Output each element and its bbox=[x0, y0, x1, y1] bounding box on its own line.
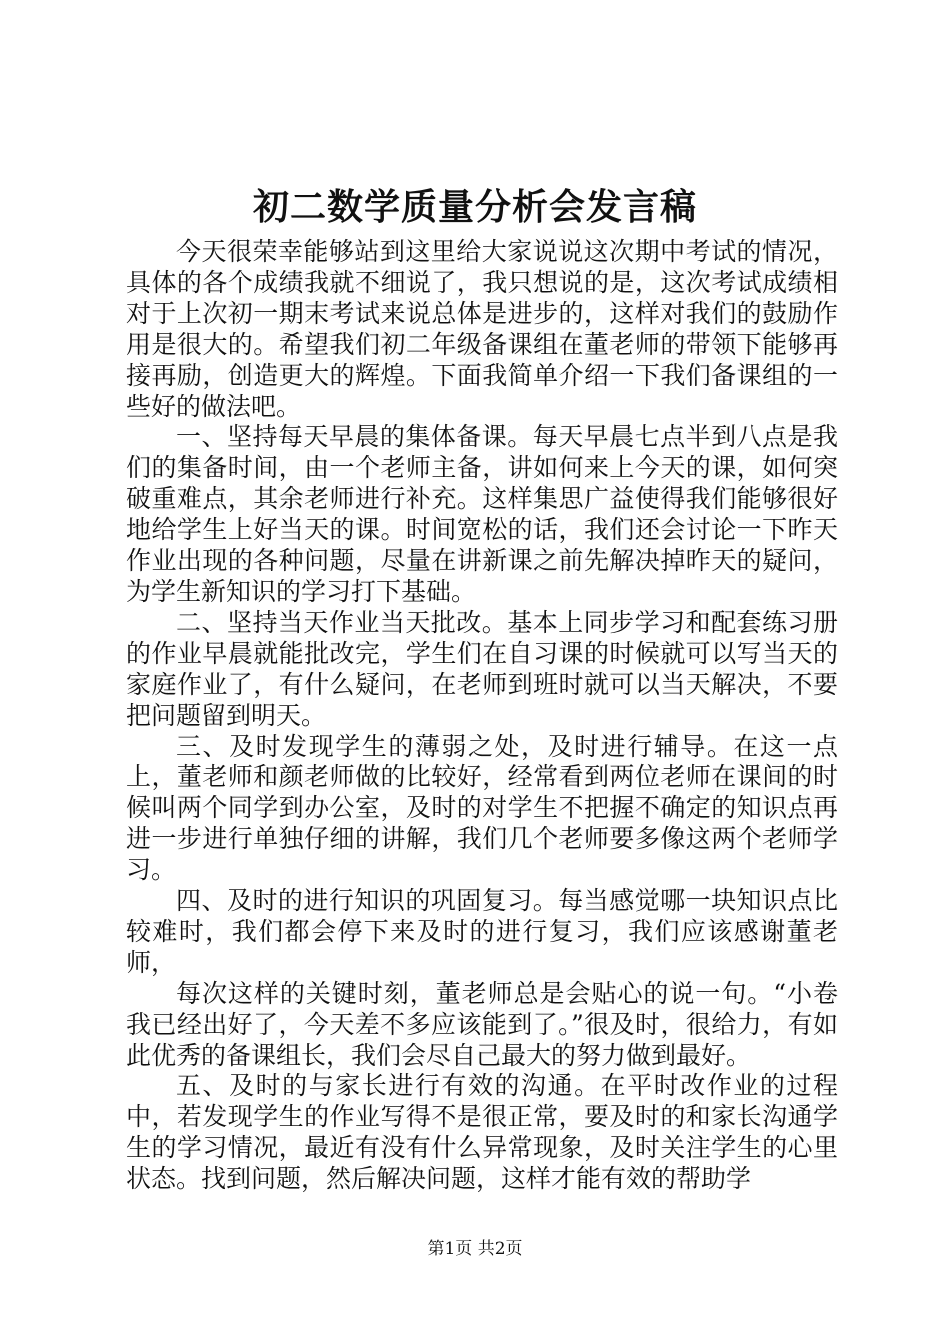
paragraph-point-4: 四、及时的进行知识的巩固复习。每当感觉哪一块知识点比较难时，我们都会停下来及时的进行复习，我们应该感谢董老师， bbox=[126, 886, 838, 977]
paragraph-point-3: 三、及时发现学生的薄弱之处，及时进行辅导。在这一点上，董老师和颜老师做的比较好，经常看到两位老师在课间的时候叫两个同学到办公室，及时的对学生不把握不确定的知识点再进一步进行单独仔细的讲解，我们几个老师要多像这两个老师学习。 bbox=[126, 731, 838, 885]
document-body bbox=[126, 237, 838, 1195]
paragraph-point-1: 一、坚持每天早晨的集体备课。每天早晨七点半到八点是我们的集备时间，由一个老师主备，讲如何来上今天的课，如何突破重难点，其余老师进行补充。这样集思广益使得我们能够很好地给学生上好当天的课。时间宽松的话，我们还会讨论一下昨天作业出现的各种问题，尽量在讲新课之前先解决掉昨天的疑问，为学生新知识的学习打下基础。 bbox=[126, 422, 838, 606]
paragraph-point-2: 二、坚持当天作业当天批改。基本上同步学习和配套练习册的作业早晨就能批改完，学生们在自习课的时候就可以写当天的家庭作业了，有什么疑问，在老师到班时就可以当天解决，不要把问题留到明天。 bbox=[126, 607, 838, 730]
paragraph-intro: 今天很荣幸能够站到这里给大家说说这次期中考试的情况，具体的各个成绩我就不细说了，我只想说的是，这次考试成绩相对于上次初一期末考试来说总体是进步的，这样对我们的鼓励作用是很大的。希望我们初二年级备课组在董老师的带领下能够再接再励，创造更大的辉煌。下面我简单介绍一下我们备课组的一些好的做法吧。 bbox=[126, 237, 838, 421]
paragraph-point-4-continued: 每次这样的关键时刻，董老师总是会贴心的说一句。“小卷我已经出好了，今天差不多应该能到了。”很及时，很给力，有如此优秀的备课组长，我们会尽自己最大的努力做到最好。 bbox=[126, 978, 838, 1070]
document-title: 初二数学质量分析会发言稿 bbox=[252, 186, 697, 228]
paragraph-point-5: 五、及时的与家长进行有效的沟通。在平时改作业的过程中，若发现学生的作业写得不是很正常，要及时的和家长沟通学生的学习情况，最近有没有什么异常现象，及时关注学生的心里状态。找到问题，然后解决问题，这样才能有效的帮助学 bbox=[126, 1071, 838, 1194]
page-number-footer: 第1页 共2页 bbox=[427, 1239, 523, 1259]
